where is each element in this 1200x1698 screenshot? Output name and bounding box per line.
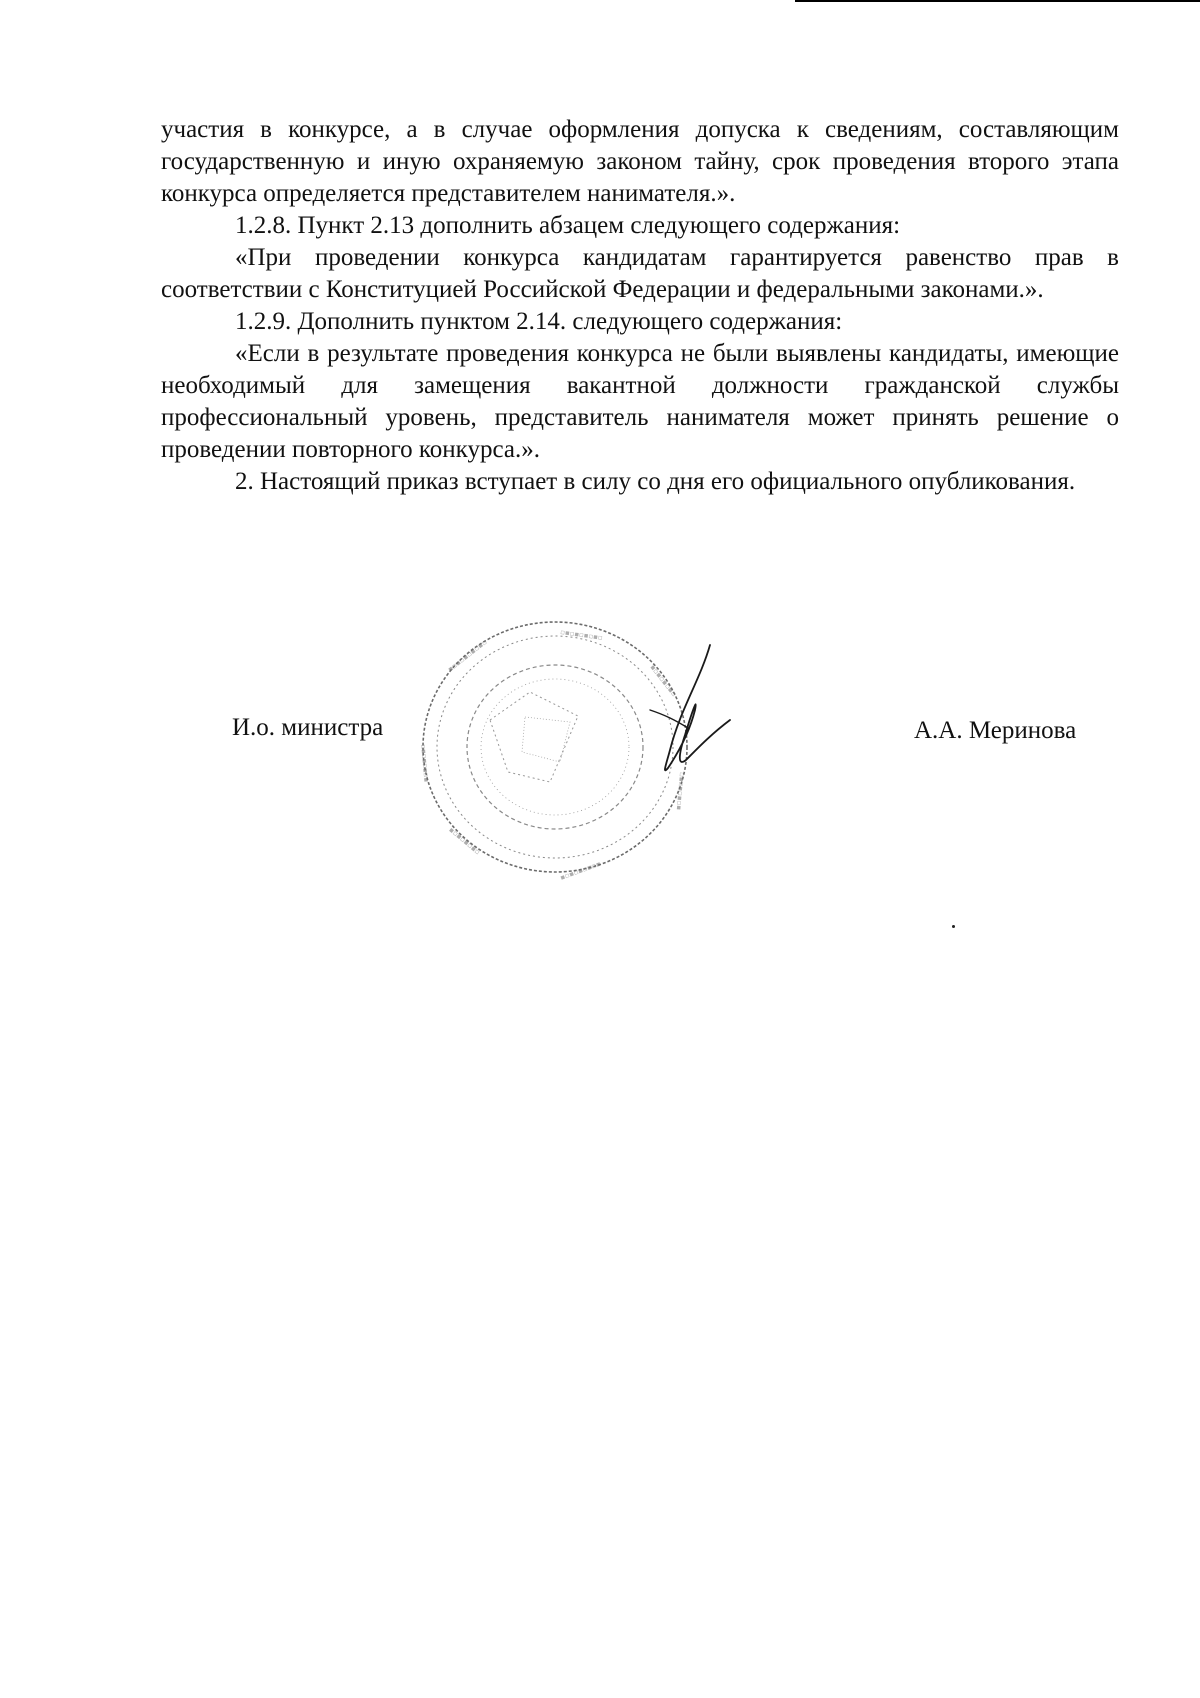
handwritten-signature-icon [640, 640, 740, 790]
svg-text:▪▫▪▫▪▫▪▫▪: ▪▫▪▫▪▫▪▫▪ [559, 860, 603, 882]
paragraph-3: «При проведении конкурса кандидатам гарантируется равенство прав в соответствии с Конституцией Российской Федерации и федеральными законами.». [161, 244, 1119, 303]
paragraph-6: 2. Настоящий приказ вступает в силу со дня его официального опубликования. [235, 468, 1076, 495]
svg-text:▫▪▫▪▫▪▫▪: ▫▪▫▪▫▪▫▪ [674, 771, 686, 811]
svg-text:▪▫▪▫▪▫▪▫: ▪▫▪▫▪▫▪▫ [648, 663, 679, 699]
document-body [161, 114, 1119, 498]
scan-artifact-dot [952, 925, 955, 928]
paragraph-4: 1.2.9. Дополнить пунктом 2.14. следующего содержания: [235, 308, 843, 335]
svg-text:▫▪▫▪▫▪▫▪: ▫▪▫▪▫▪▫▪ [447, 826, 482, 857]
paragraph-5: «Если в результате проведения конкурса не были выявлены кандидаты, имеющие необходимый для замещения вакантной должности гражданской службы профессиональный уровень, представитель нанимателя может принять решение о проведении повторного конкурса.». [161, 340, 1119, 463]
paragraph-1: участия в конкурсе, а в случае оформления допуска к сведениям, составляющим государственную и иную охраняемую законом тайну, срок проведения второго этапа конкурса определяется представителем нанимателя.». [161, 116, 1119, 207]
svg-text:▫▪▫▪▫▪▫▪▫: ▫▪▫▪▫▪▫▪▫ [559, 628, 604, 642]
signatory-name: А.А. Меринова [914, 717, 1077, 744]
svg-text:▪▫▪▫▪▫▪▫: ▪▫▪▫▪▫▪▫ [418, 744, 430, 783]
top-border-line [795, 0, 1200, 2]
svg-text:▪▫▪▫▪▫▪▫▪▫: ▪▫▪▫▪▫▪▫▪▫ [446, 638, 489, 674]
paragraph-2: 1.2.8. Пункт 2.13 дополнить абзацем следующего содержания: [235, 212, 901, 239]
signatory-title: И.о. министра [232, 714, 384, 741]
